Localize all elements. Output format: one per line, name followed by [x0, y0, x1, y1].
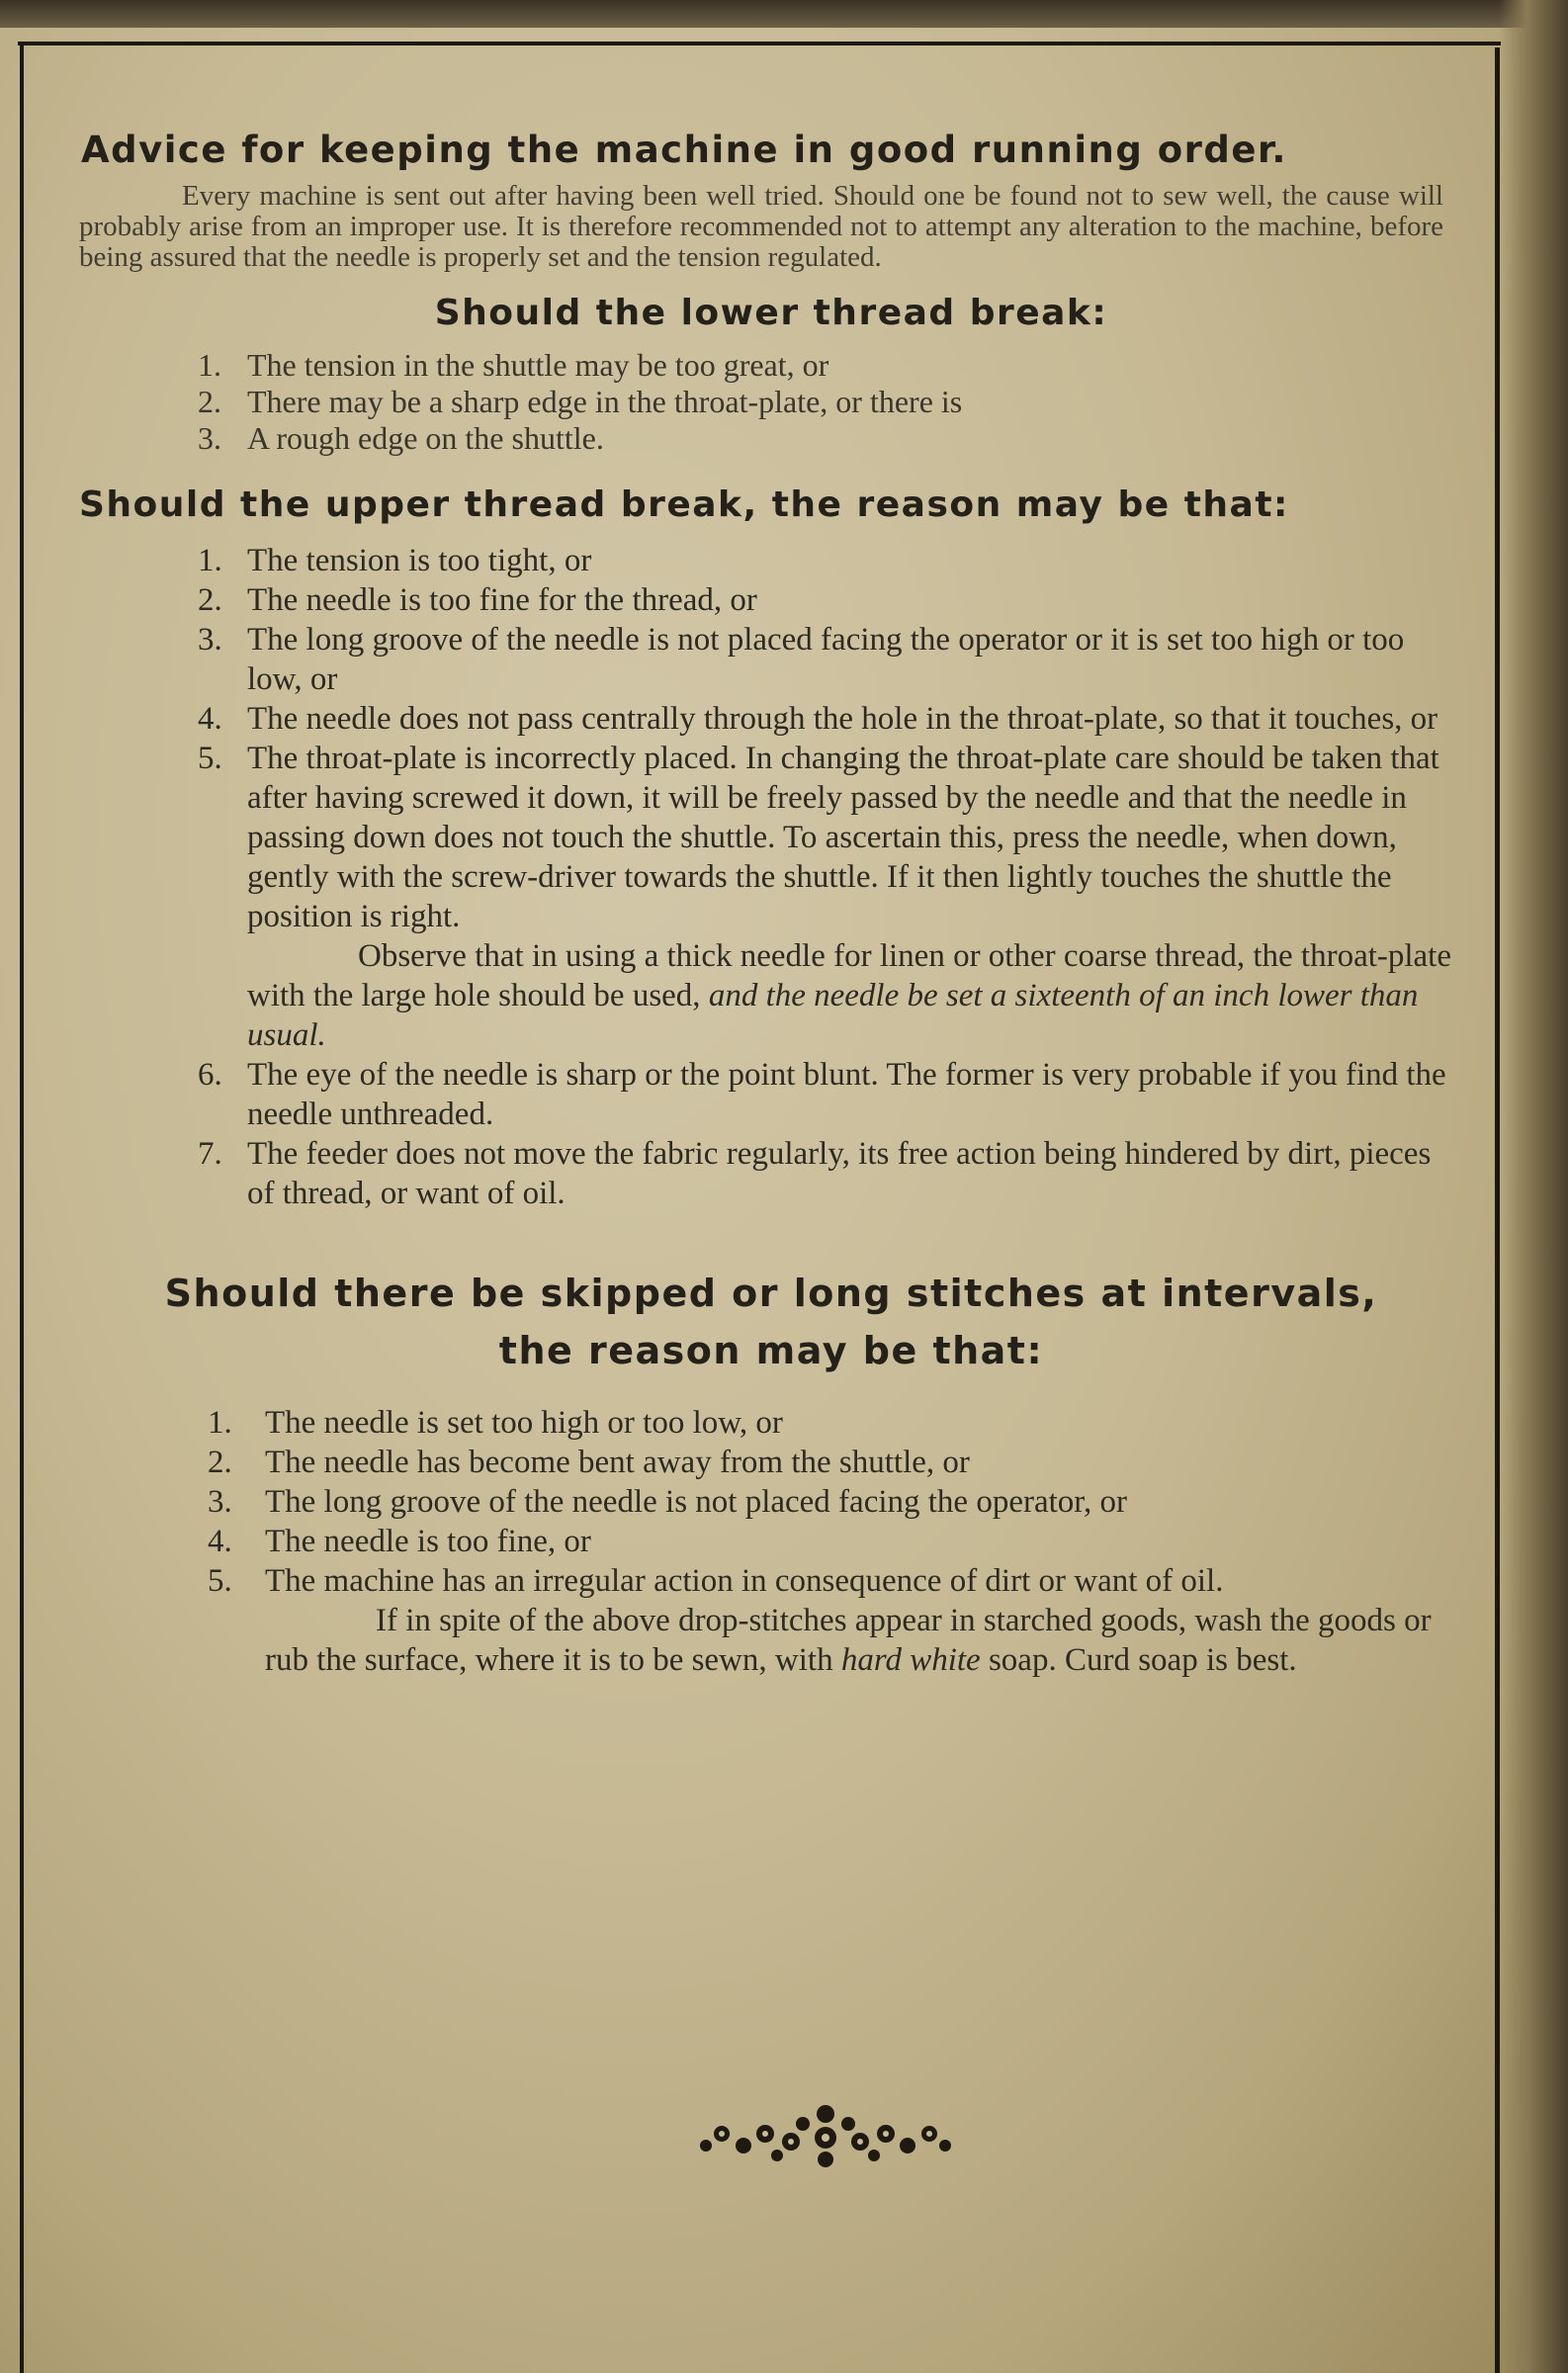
- skipped-stitches-list: [79, 1403, 1463, 1680]
- intro-text: Every machine is sent out after having been well tried. Should one be found not to sew well, the cause will probably arise from an improper use. It is therefore recommended not to attempt any alteration to the machine, before being assured that the needle is properly set and the tension regulated.: [79, 180, 1443, 273]
- list-item: 1. The tension in the shuttle may be too great, or: [198, 347, 829, 383]
- section-upper-thread: [79, 484, 1463, 1213]
- list-item: 2. The needle has become bent away from the shuttle, or: [208, 1445, 970, 1480]
- list-item: 7. The feeder does not move the fabric regularly, its free action being hindered by dirt, pieces of thread, or want of oil.: [198, 1136, 1432, 1211]
- section-lower-thread: [79, 293, 1463, 457]
- section-upper-heading: Should the upper thread break, the reason may be that:: [79, 484, 1289, 525]
- border-left-rule: [20, 42, 24, 2373]
- border-top-rule: [18, 42, 1501, 45]
- paper-top-edge: [0, 0, 1568, 28]
- list-item: 1. The needle is set too high or too low, or: [208, 1405, 783, 1441]
- list-item: 5. The throat-plate is incorrectly placed. In changing the throat-plate care should be taken that after having screwed it down, it will be freely passed by the needle and that the needle in passing down does not touch the shuttle. To ascertain this, press the needle, when down, gently with the screw-driver towards the shuttle. If it then lightly touches the shuttle the position is right. Observe that in using a thick needle for linen or other coarse thread, the throat-plate with the large hole should be used, and the needle be set a sixteenth of an inch lower than usual.: [79, 739, 1463, 1055]
- intro-paragraph: [79, 181, 1443, 273]
- section-skipped-heading: Should there be skipped or long stitches at intervals, the reason may be that:: [164, 1272, 1378, 1372]
- paper-right-edge: [1499, 0, 1568, 2373]
- list-item: 1. The tension is too tight, or: [198, 543, 592, 578]
- section-skipped-stitches: [79, 1265, 1463, 1680]
- throat-plate-note: Observe that in using a thick needle for linen or other coarse thread, the throat-plate with the large hole should be used, and the needle be set a sixteenth of an inch lower than usual.: [247, 938, 1451, 1053]
- list-item: 6. The eye of the needle is sharp or the point blunt. The former is very probable if you find the needle unthreaded.: [198, 1057, 1446, 1132]
- floral-ornament-icon: [692, 2094, 959, 2173]
- list-item: 2. The needle is too fine for the thread, or: [198, 582, 757, 618]
- upper-thread-list: [79, 541, 1463, 1213]
- list-item: 3. The long groove of the needle is not placed facing the operator or it is set too high or too low, or: [198, 622, 1405, 697]
- list-item: 2. There may be a sharp edge in the throat-plate, or there is: [198, 384, 963, 419]
- main-heading: Advice for keeping the machine in good running order.: [81, 129, 1287, 171]
- border-right-rule: [1495, 47, 1500, 2373]
- lower-thread-list: [79, 347, 1463, 457]
- document-content: [79, 129, 1463, 1680]
- section-lower-heading: Should the lower thread break:: [434, 293, 1108, 333]
- list-item: 3. The long groove of the needle is not placed facing the operator, or: [208, 1484, 1127, 1520]
- list-item: 3. A rough edge on the shuttle.: [198, 420, 604, 456]
- list-item: 5. The machine has an irregular action in consequence of dirt or want of oil. If in spite of the above drop-stitches appear in starched goods, wash the goods or rub the surface, where it is to be sewn, with hard white soap. Curd soap is best.: [79, 1561, 1463, 1680]
- list-item: 4. The needle does not pass centrally through the hole in the throat-plate, so that it touches, or: [198, 701, 1438, 737]
- starched-goods-note: If in spite of the above drop-stitches appear in starched goods, wash the goods or rub the surface, where it is to be sewn, with hard white soap. Curd soap is best.: [265, 1603, 1432, 1678]
- list-item: 4. The needle is too fine, or: [208, 1524, 591, 1559]
